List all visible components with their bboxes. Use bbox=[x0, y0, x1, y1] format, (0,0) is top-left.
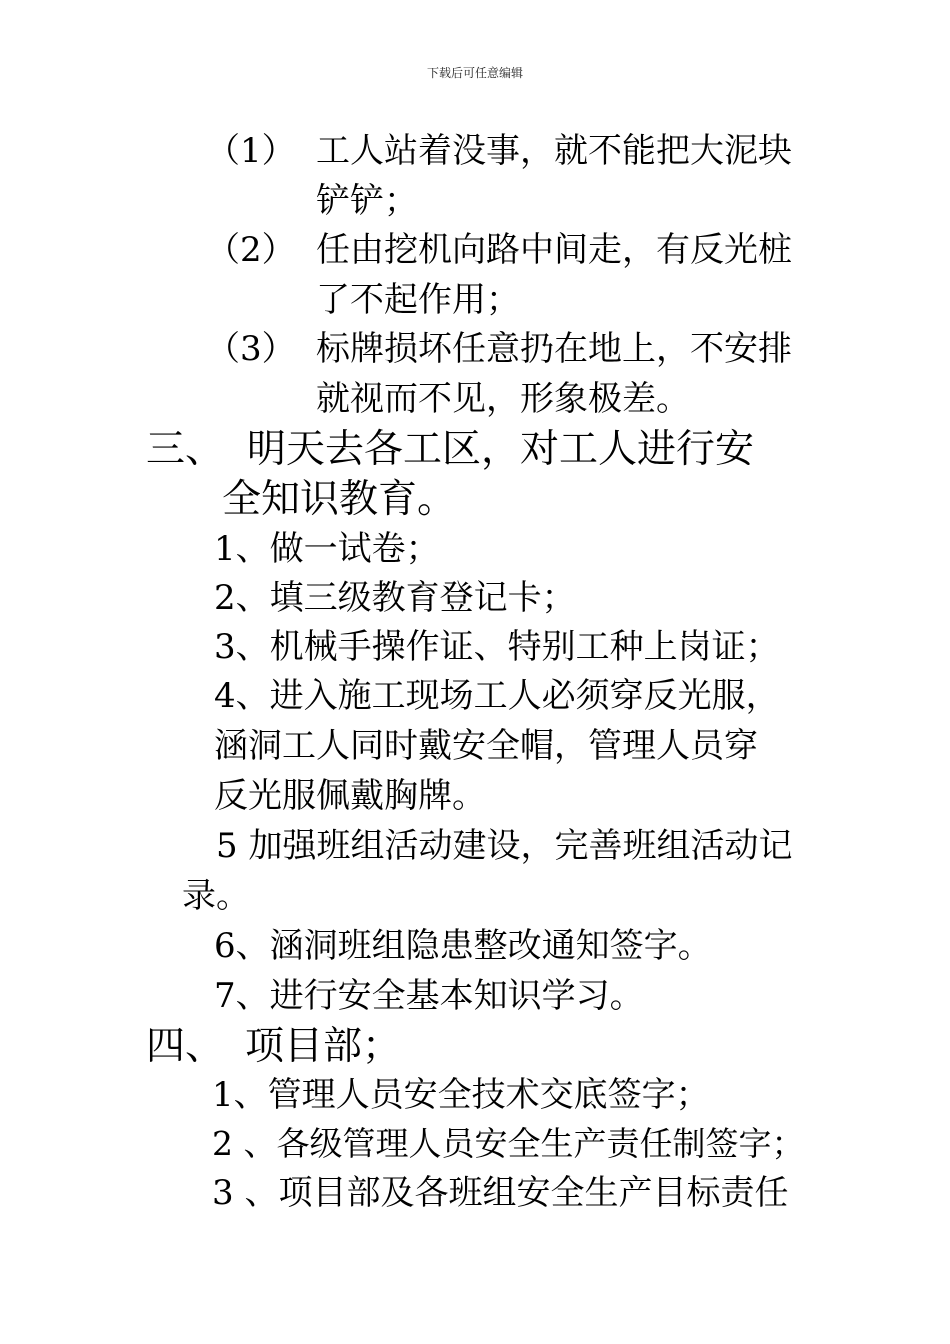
item-1-text-line1: 工人站着没事，就不能把大泥块 bbox=[316, 131, 792, 171]
section-4-item: 2 、各级管理人员安全生产责任制签字； bbox=[212, 1124, 805, 1163]
item-1-number: （1） bbox=[206, 131, 296, 171]
section-4-number: 四、 bbox=[146, 1024, 225, 1069]
section-3-item: 7、进行安全基本知识学习。 bbox=[214, 976, 644, 1016]
item-3-text-line2: 就视而不见，形象极差。 bbox=[316, 379, 690, 419]
section-4-title: 项目部； bbox=[245, 1024, 402, 1069]
section-4-item: 3 、项目部及各班组安全生产目标责任 bbox=[212, 1173, 789, 1213]
section-3-item: 3、机械手操作证、特别工种上岗证； bbox=[214, 627, 780, 667]
section-3-item: 2、填三级教育登记卡； bbox=[214, 578, 576, 618]
section-3-title-line1: 明天去各工区，对工人进行安 bbox=[247, 427, 755, 472]
section-3-item: 5 加强班组活动建设，完善班组活动记 bbox=[216, 826, 793, 866]
item-2-number: （2） bbox=[206, 230, 296, 270]
section-3-item: 反光服佩戴胸牌。 bbox=[214, 776, 486, 816]
page-header: 下载后可任意编辑 bbox=[426, 66, 523, 80]
section-3-item: 1、做一试卷； bbox=[214, 529, 440, 569]
section-3-number: 三、 bbox=[146, 427, 225, 472]
section-4-item: 1、管理人员安全技术交底签字； bbox=[212, 1075, 710, 1115]
section-3-title-line2: 全知识教育。 bbox=[222, 477, 457, 522]
item-3-text-line1: 标牌损坏任意扔在地上，不安排 bbox=[316, 329, 792, 369]
item-3-number: （3） bbox=[206, 329, 296, 369]
section-3-item: 录。 bbox=[182, 876, 250, 916]
item-1-text-line2: 铲铲； bbox=[316, 181, 418, 221]
section-3-item: 涵洞工人同时戴安全帽，管理人员穿 bbox=[214, 726, 758, 766]
section-3-item: 6、涵洞班组隐患整改通知签字。 bbox=[214, 926, 712, 966]
section-3-item: 4、进入施工现场工人必须穿反光服， bbox=[214, 676, 780, 716]
item-2-text-line2: 了不起作用； bbox=[316, 280, 520, 320]
item-2-text-line1: 任由挖机向路中间走，有反光桩 bbox=[316, 230, 792, 270]
